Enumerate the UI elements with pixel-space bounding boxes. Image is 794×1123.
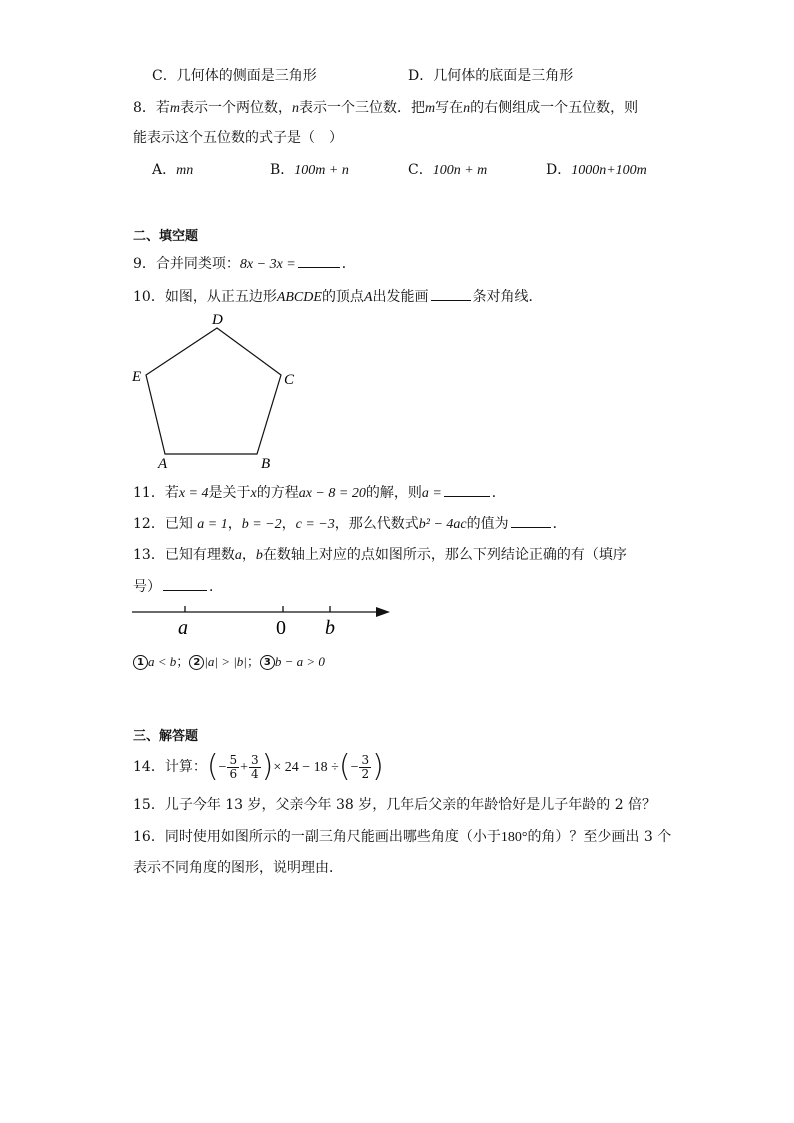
vertex-label-d: D — [212, 312, 223, 328]
circle-2-icon: 2 — [189, 655, 204, 670]
q8-number: 8．若 — [133, 100, 170, 116]
q13-line1: 13．已知有理数a，b在数轴上对应的点如图所示，那么下列结论正确的有（填序 — [133, 547, 627, 563]
q13-statements: 1 a < b； 2 |a| > |b|； 3 b − a > 0 — [133, 652, 325, 673]
q8-var-m2: m — [425, 101, 436, 116]
vertex-label-c: C — [284, 372, 295, 388]
q8-text-c: 写在 — [435, 100, 464, 116]
q8-var-n2: n — [463, 101, 471, 116]
q7-option-d: D．几何体的底面是三角形 — [408, 68, 574, 84]
q8-line2: 能表示这个五位数的式子是（ ） — [133, 130, 343, 146]
fraction-5-6: $\frac{5}{6}$ — [229, 752, 238, 781]
q8-text-b: 表示一个三位数．把 — [299, 100, 426, 116]
axis-label-a: a — [178, 617, 188, 639]
q8-option-a: A．mn — [152, 162, 194, 178]
q8-option-c: C．100n + m — [408, 162, 488, 178]
q8-text-a: 表示一个两位数， — [180, 100, 293, 116]
q13-answer-blank[interactable] — [163, 576, 207, 591]
fraction-3-4: $\frac{3}{4}$ — [251, 752, 259, 781]
pentagon-shape — [146, 328, 281, 454]
q13-line2: 号） ． — [133, 576, 223, 597]
q12: 12．已知 a = 1，b = −2，c = −3，那么代数式b² − 4ac的值为 ． — [133, 513, 567, 535]
arrow-right-icon — [376, 607, 390, 617]
circle-1-icon: 1 — [133, 655, 148, 670]
vertex-label-a: A — [158, 456, 168, 472]
axis-label-zero: 0 — [276, 617, 286, 639]
q7-option-c: C．几何体的侧面是三角形 — [152, 68, 317, 84]
section-fill-in-title: 二、填空题 — [133, 229, 199, 244]
vertex-label-e: E — [132, 369, 142, 385]
q8-option-d: D．1000n+100m — [546, 162, 647, 178]
q10-answer-blank[interactable] — [431, 286, 471, 301]
vertex-label-b: B — [261, 456, 271, 472]
section-answer-title: 三、解答题 — [133, 729, 199, 744]
q10: 10．如图，从正五边形ABCDE的顶点A出发能画 条对角线． — [133, 286, 543, 308]
right-paren-2: ) — [372, 749, 384, 784]
q16-line1: 16．同时使用如图所示的一副三角尺能画出哪些角度（小于180°的角）？至少画出 3 个 — [133, 829, 672, 845]
left-paren: ( — [206, 749, 219, 784]
q11-answer-blank[interactable] — [444, 482, 490, 497]
left-paren-2: ( — [338, 749, 351, 784]
right-paren: ) — [261, 749, 274, 784]
number-line-figure — [130, 600, 394, 642]
q8-text-d: 的右侧组成一个五位数，则 — [470, 100, 639, 116]
q9-answer-blank[interactable] — [298, 253, 340, 268]
q8-var-n: n — [292, 101, 300, 116]
q11: 11．若x = 4是关于x的方程ax − 8 = 20的解，则a = ． — [133, 482, 506, 504]
q8-line1 — [133, 98, 638, 119]
axis-label-b: b — [325, 617, 335, 639]
q16-line2: 表示不同角度的图形，说明理由． — [133, 860, 343, 876]
q12-answer-blank[interactable] — [511, 513, 551, 528]
fraction-3-2: $\frac{3}{2}$ — [361, 752, 370, 781]
q8-var-m: m — [169, 101, 181, 116]
q8-option-b: B．100m + n — [270, 162, 349, 178]
q14: 14．计算：(− $\frac{5}{6}$ + $\frac{3}{4}$ )× 24 − 18 ÷(− $\frac{3}{2}$ ) — [133, 749, 384, 784]
q9: 9．合并同类项：8x − 3x = ． — [133, 253, 356, 275]
circle-3-icon: 3 — [260, 655, 275, 670]
q15: 15．儿子今年 13 岁，父亲今年 38 岁，几年后父亲的年龄恰好是儿子年龄的 2 倍？ — [133, 797, 657, 813]
pentagon-figure — [128, 308, 308, 474]
